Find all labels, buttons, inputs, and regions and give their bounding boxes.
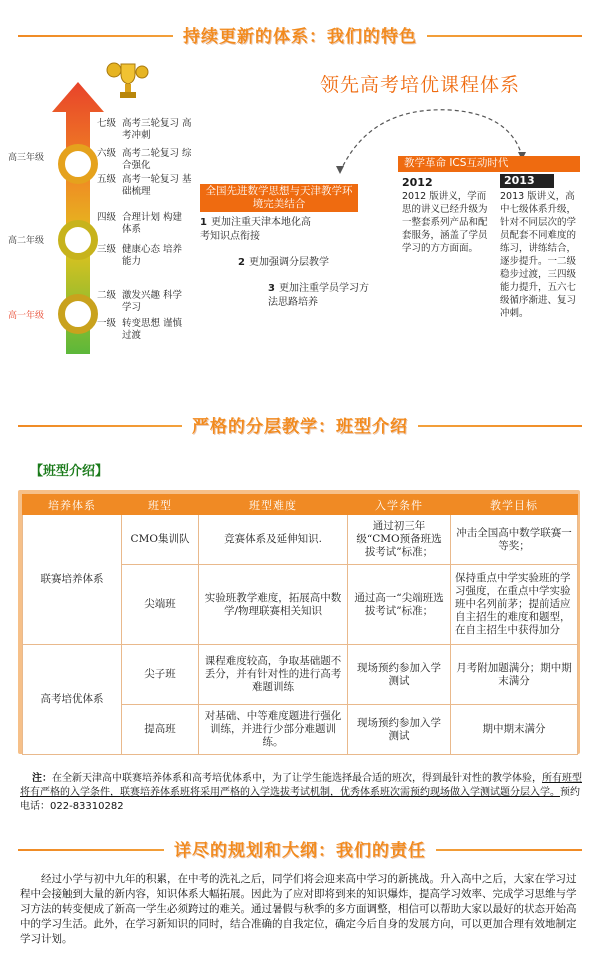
grade-label-senior1: 高一年级	[8, 311, 45, 321]
cell-goal: 月考附加题满分；期中期末满分	[451, 645, 578, 705]
section2-title: 严格的分层教学：班型介绍	[182, 417, 418, 437]
table-row	[23, 645, 578, 705]
level-3-desc: 健康心态 培养能力	[122, 244, 183, 267]
cell-entry: 通过高一“尖端班选拔考试”标准；	[348, 565, 451, 645]
note-phone[interactable]: 预约电话：022-83310282	[20, 787, 580, 812]
section1-title: 持续更新的体系：我们的特色	[173, 27, 427, 47]
level-6	[90, 148, 220, 172]
cell-class: 尖端班	[122, 565, 199, 645]
level-5-num: 五级	[96, 174, 116, 185]
left-point-3	[268, 282, 378, 310]
level-4-num: 四级	[96, 212, 116, 223]
level-2-desc: 激发兴趣 科学学习	[122, 290, 183, 313]
col-header-goal: 教学目标	[451, 495, 578, 515]
cell-entry: 现场预约参加入学测试	[348, 705, 451, 755]
left-point-1-text: 更加注重天津本地化高考知识点衔接	[200, 217, 311, 242]
table-note	[20, 772, 582, 814]
note-underlined: 所有班型将有严格的入学条件，联赛培养体系班将采用严格的入学选拔考试机制，优秀体系班次需预约现场做入学测试题分层入学。	[20, 773, 582, 798]
cell-class: 提高班	[122, 705, 199, 755]
cell-goal: 期中期末满分	[451, 705, 578, 755]
level-1-desc: 转变思想 谨慎过渡	[122, 318, 183, 341]
section3-title: 详尽的规划和大纲：我们的责任	[164, 841, 436, 861]
cell-system: 联赛培养体系	[23, 515, 122, 645]
cell-goal: 保持重点中学实验班的学习强度，在重点中学实验班中名列前茅；提前适应自主招生的难度和题型，在自主招生中获得加分	[451, 565, 578, 645]
cell-difficulty: 对基础、中等难度题进行强化训练，并进行少部分难题训练。	[199, 705, 348, 755]
level-4-desc: 合理计划 构建体系	[122, 212, 183, 235]
level-6-desc: 高考二轮复习 综合强化	[122, 148, 192, 171]
table-header-row	[23, 495, 578, 515]
class-intro-subheading: 【班型介绍】	[30, 464, 109, 479]
col-header-entry: 入学条件	[348, 495, 451, 515]
level-2-num: 二级	[96, 290, 116, 301]
section-title-planning	[0, 836, 600, 860]
level-3-num: 三级	[96, 244, 116, 255]
grade-label-senior3: 高三年级	[8, 153, 45, 163]
cell-difficulty: 实验班教学难度，拓展高中数学/物理联赛相关知识	[199, 565, 348, 645]
left-point-2-num: 2	[238, 257, 245, 268]
left-point-1	[200, 216, 320, 244]
note-text: 在全新天津高中联赛培养体系和高考培优体系中，为了让学生能选择最合适的班次，得到最针对性的教学体验，	[52, 773, 542, 784]
table-row	[23, 515, 578, 565]
level-3	[90, 244, 220, 268]
cell-class: 尖子班	[122, 645, 199, 705]
left-box-header: 全国先进数学思想与天津教学环境完美结合	[200, 184, 358, 212]
level-6-num: 六级	[96, 148, 116, 159]
text-2013: 2013 版讲义，高中七级体系升级，针对不同层次的学员配套不同难度的练习，讲练结合，逐步提升。一二级稳步过渡，三四级能力提升，五六七级循序渐进、复习冲刺。	[500, 191, 577, 319]
right-box-header: 教学革命 ICS互动时代	[398, 156, 580, 172]
class-table	[22, 494, 578, 755]
grade-label-senior2: 高二年级	[8, 236, 45, 246]
col-header-difficulty: 班型难度	[199, 495, 348, 515]
level-7-num: 七级	[96, 118, 116, 129]
section-title-features	[0, 22, 600, 46]
section-title-classes	[0, 412, 600, 436]
text-2012: 2012 版讲义，学而思的讲义已经升级为一整套系列产品和配套服务，涵盖了学员学习的方方面面。	[402, 191, 488, 254]
main-heading: 领先高考培优课程体系	[320, 74, 521, 96]
level-5-desc: 高考一轮复习 基础梳理	[122, 174, 192, 197]
cell-difficulty: 竞赛体系及延伸知识.	[199, 515, 348, 565]
year-2013-label: 2013	[500, 174, 554, 188]
left-point-3-num: 3	[268, 283, 275, 294]
level-2	[90, 290, 220, 314]
col-header-class: 班型	[122, 495, 199, 515]
level-1-num: 一级	[96, 318, 116, 329]
cell-goal: 冲击全国高中数学联赛一等奖；	[451, 515, 578, 565]
cell-class: CMO集训队	[122, 515, 199, 565]
planning-paragraph: 经过小学与初中九年的积累，在中考的洗礼之后，同学们将会迎来高中学习的新挑战。升入高中之后，大家在学习过程中会接触到大量的新内容，知识体系大幅拓展。因此为了应对即将到来的知识爆炸，提高学习效率、完成学习思维与学习方法的转变便成了新高一学生必须跨过的难关。通过暑假与秋季的多方面调整，相信可以帮助大家以最好的状态开始高中的学习生活。此外，在学习新知识的同时，结合准确的自我定位，确定今后自身的发展方向，可以更加合理有效地制定学习计划。	[20, 873, 577, 945]
left-point-2	[238, 256, 378, 270]
cell-entry: 通过初三年级“CMO预备班选拔考试”标准；	[348, 515, 451, 565]
level-7-desc: 高考三轮复习 高考冲刺	[122, 118, 192, 141]
cell-system: 高考培优体系	[23, 645, 122, 755]
cell-difficulty: 课程难度较高，争取基础题不丢分，并有针对性的进行高考难题训练	[199, 645, 348, 705]
level-7	[90, 118, 220, 142]
col-header-system: 培养体系	[23, 495, 122, 515]
year-2012-label: 2012	[402, 176, 433, 189]
left-point-2-text: 更加强调分层教学	[248, 257, 329, 268]
left-point-1-num: 1	[200, 217, 207, 228]
trophy-icon	[104, 60, 150, 104]
cell-entry: 现场预约参加入学测试	[348, 645, 451, 705]
left-point-3-text: 更加注重学员学习方法思路培养	[268, 283, 369, 308]
note-label: 注：	[32, 773, 52, 784]
level-1	[90, 318, 220, 342]
